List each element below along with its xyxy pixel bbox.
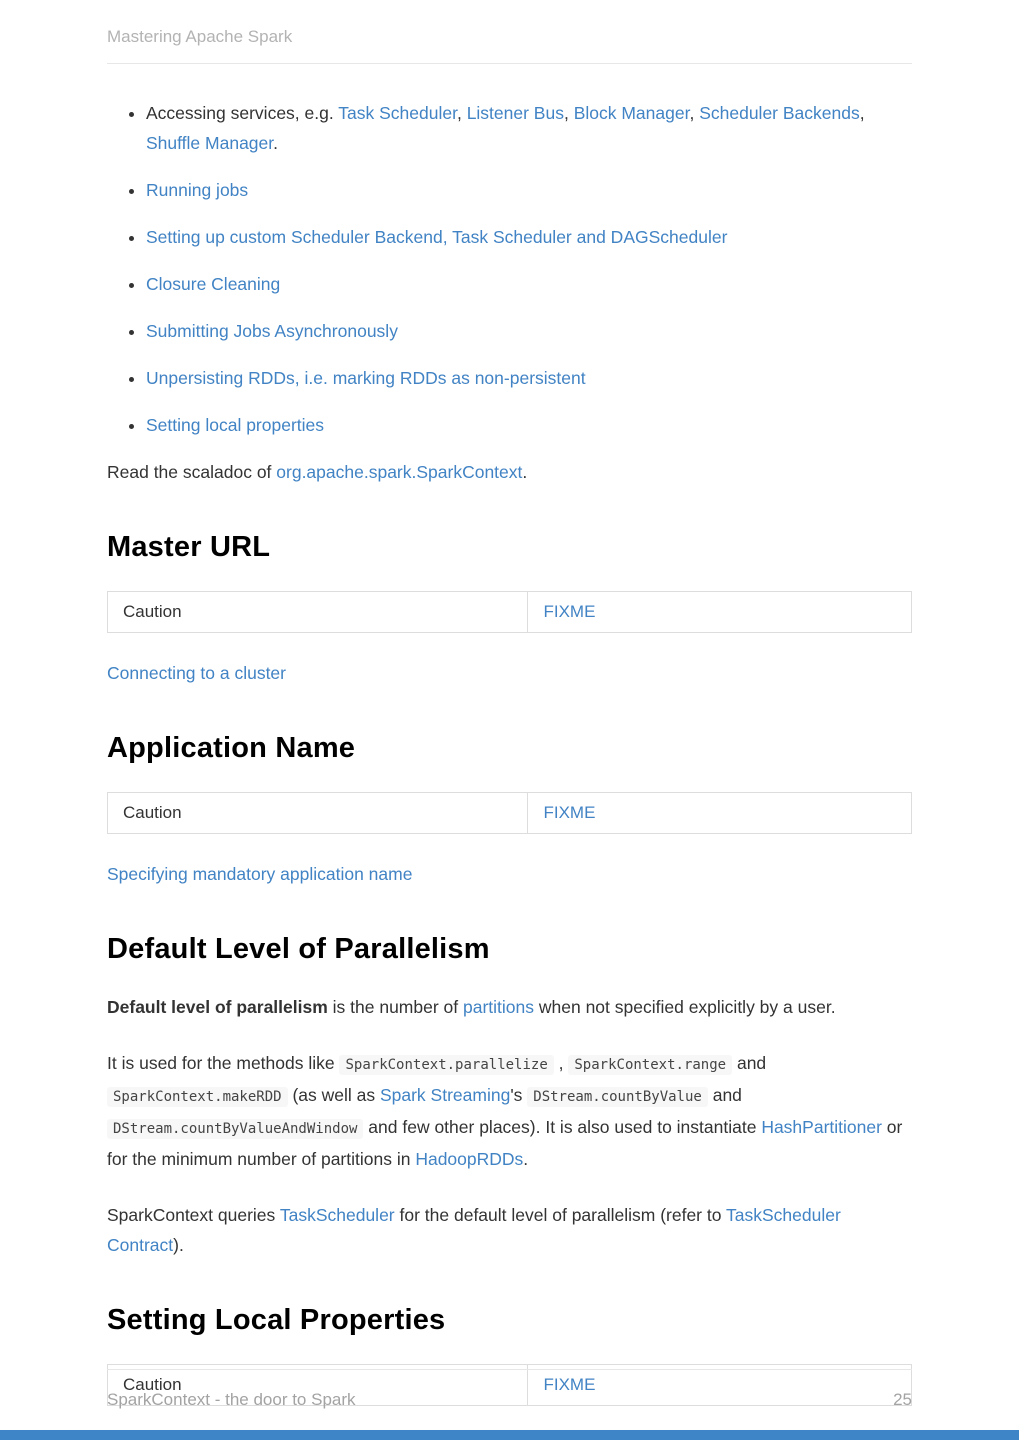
text-segment: ).: [173, 1235, 184, 1255]
text-segment: ,: [859, 103, 865, 123]
text-segment: when not specified explicitly by a user.: [534, 997, 836, 1017]
inline-link[interactable]: HashPartitioner: [761, 1117, 882, 1137]
inline-link[interactable]: Setting local properties: [146, 415, 325, 435]
section-heading-master-url: Master URL: [107, 531, 271, 563]
table-row: [108, 592, 912, 633]
caution-value: FIXME: [528, 793, 912, 834]
inline-link[interactable]: org.apache.spark.SparkContext: [276, 462, 523, 482]
list-item: [146, 269, 912, 299]
text-segment: ,: [689, 103, 700, 123]
link-connecting-to-a-cluster[interactable]: Connecting to a cluster: [107, 663, 286, 683]
text-segment: It is used for the methods like: [107, 1053, 340, 1073]
inline-link[interactable]: Setting up custom Scheduler Backend, Task Scheduler and DAGScheduler: [146, 227, 728, 247]
inline-link[interactable]: Block Manager: [573, 103, 690, 123]
text-segment: (as well as: [287, 1085, 380, 1105]
text-segment: .: [523, 1149, 529, 1169]
inline-link[interactable]: Running jobs: [146, 180, 249, 200]
caution-table: [107, 792, 912, 834]
topic-list: [107, 98, 912, 440]
book-title: Mastering Apache Spark: [107, 27, 293, 46]
parallelism-paragraph-1: [107, 992, 912, 1022]
table-row: [108, 793, 912, 834]
inline-code: DStream.countByValueAndWindow: [107, 1119, 363, 1139]
list-item: [146, 363, 912, 393]
inline-link[interactable]: TaskScheduler: [279, 1205, 395, 1225]
text-segment: Default level of parallelism: [107, 997, 328, 1017]
inline-link[interactable]: Spark Streaming: [379, 1085, 511, 1105]
inline-code: SparkContext.makeRDD: [107, 1087, 288, 1107]
inline-code: DStream.countByValue: [527, 1087, 708, 1107]
section-heading-setting-local-properties: Setting Local Properties: [107, 1304, 446, 1336]
text-segment: Accessing services, e.g.: [146, 103, 339, 123]
text-segment: and few other places). It is also used to instantiate: [363, 1117, 762, 1137]
caution-table: [107, 591, 912, 633]
section-heading-application-name: Application Name: [107, 732, 356, 764]
parallelism-paragraph-2: [107, 1048, 912, 1174]
list-item: [146, 410, 912, 440]
text-segment: for the default level of parallelism (refer to: [394, 1205, 727, 1225]
inline-link[interactable]: Scheduler Backends: [699, 103, 860, 123]
caution-label: Caution: [108, 793, 528, 834]
caution-label: Caution: [108, 1365, 528, 1406]
parallelism-paragraph-3: [107, 1200, 912, 1260]
inline-link[interactable]: Shuffle Manager: [146, 133, 274, 153]
caution-value: FIXME: [528, 592, 912, 633]
text-segment: ,: [456, 103, 467, 123]
inline-link[interactable]: partitions: [463, 997, 535, 1017]
text-segment: ,: [563, 103, 574, 123]
inline-code: SparkContext.range: [568, 1055, 732, 1075]
inline-link[interactable]: TaskScheduler Contract: [107, 1205, 841, 1255]
caution-value: FIXME: [528, 1365, 912, 1406]
text-segment: and: [707, 1085, 742, 1105]
list-item: [146, 316, 912, 346]
inline-link[interactable]: Task Scheduler: [338, 103, 457, 123]
footer-section-title: SparkContext - the door to Spark: [107, 1390, 356, 1409]
inline-link[interactable]: HadoopRDDs: [415, 1149, 524, 1169]
text-segment: 's: [510, 1085, 528, 1105]
text-segment: is the number of: [327, 997, 463, 1017]
page-footer: [107, 1369, 912, 1410]
text-segment: and: [732, 1053, 767, 1073]
inline-link[interactable]: Listener Bus: [466, 103, 564, 123]
bottom-accent-bar: [0, 1430, 1019, 1440]
text-segment: .: [522, 462, 528, 482]
text-segment: or for the minimum number of partitions in: [107, 1117, 903, 1169]
text-segment: .: [273, 133, 279, 153]
inline-code: SparkContext.parallelize: [339, 1055, 553, 1075]
text-segment: ,: [553, 1053, 569, 1073]
list-item: [146, 175, 912, 205]
list-item: [146, 222, 912, 252]
inline-link[interactable]: Closure Cleaning: [146, 274, 281, 294]
text-segment: Read the scaladoc of: [107, 462, 277, 482]
book-title-header: [107, 0, 912, 64]
list-item: [146, 98, 912, 158]
caution-label: Caution: [108, 592, 528, 633]
section-heading-default-level-of-parallelism: Default Level of Parallelism: [107, 933, 490, 965]
link-specifying-mandatory-application-name[interactable]: Specifying mandatory application name: [107, 864, 413, 884]
footer-page-number: 25: [893, 1390, 912, 1409]
scaladoc-paragraph: [107, 457, 912, 487]
text-segment: SparkContext queries: [107, 1205, 280, 1225]
inline-link[interactable]: Unpersisting RDDs, i.e. marking RDDs as non-persistent: [146, 368, 586, 388]
inline-link[interactable]: Submitting Jobs Asynchronously: [146, 321, 398, 341]
